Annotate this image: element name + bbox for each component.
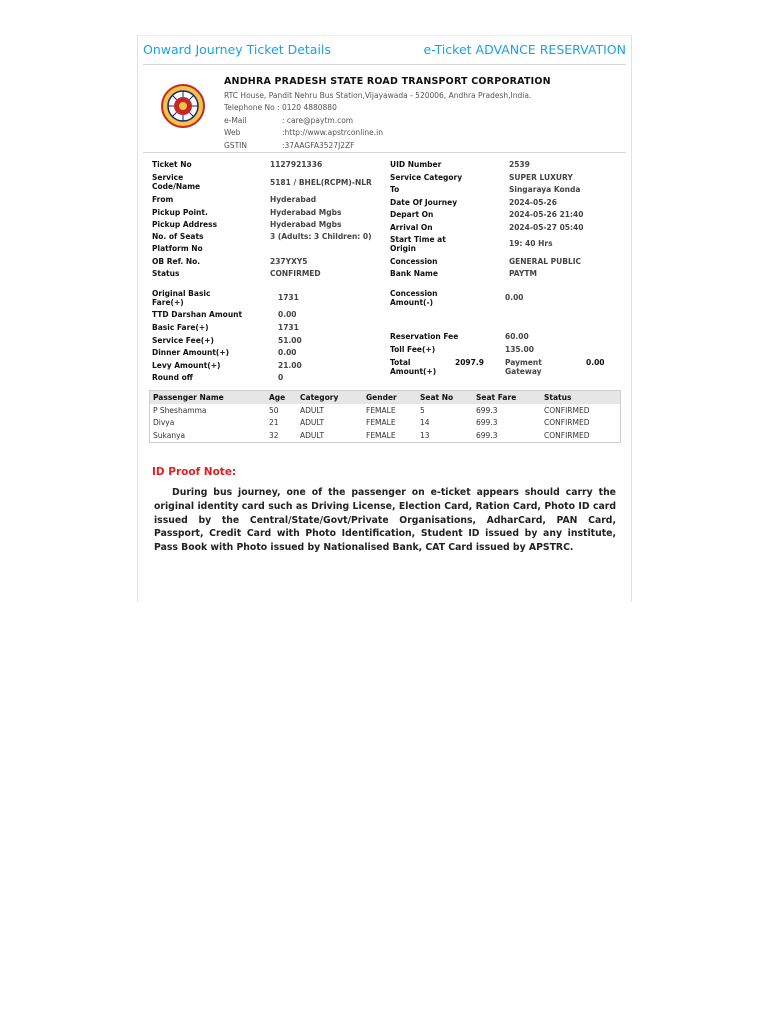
email-label: e-Mail <box>224 115 247 125</box>
round-off-value: 0 <box>278 373 284 382</box>
passenger-age: 50 <box>269 405 279 415</box>
status-label: Status <box>152 269 180 278</box>
dinner-amount-value: 0.00 <box>278 348 297 357</box>
uid-label: UID Number <box>390 160 442 169</box>
id-proof-title: ID Proof Note: <box>152 466 237 478</box>
bank-name-label: Bank Name <box>390 269 438 278</box>
ticket-header <box>143 42 626 65</box>
passenger-status: CONFIRMED <box>544 418 590 428</box>
total-amount-value: 2097.9 <box>455 358 484 367</box>
payment-gateway-value: 0.00 <box>586 358 605 367</box>
date-of-journey-value: 2024-05-26 <box>509 198 557 207</box>
passenger-seat-fare: 699.3 <box>476 418 498 428</box>
toll-fee-value: 135.00 <box>505 345 534 354</box>
ticket-page <box>137 35 632 602</box>
levy-amount-label: Levy Amount(+) <box>152 361 221 370</box>
passenger-age: 21 <box>269 418 279 428</box>
concession-amount-label: Concession Amount(-) <box>390 289 438 307</box>
corporation-telephone: Telephone No : 0120 4880880 <box>224 103 337 112</box>
service-code-value: 5181 / BHEL(RCPM)-NLR <box>270 178 372 187</box>
toll-fee-label: Toll Fee(+) <box>390 345 436 354</box>
col-gender: Gender <box>363 391 417 405</box>
service-category-value: SUPER LUXURY <box>509 173 573 182</box>
passenger-table-header <box>150 391 621 405</box>
depart-on-label: Depart On <box>390 210 434 219</box>
arrival-on-value: 2024-05-27 05:40 <box>509 223 584 232</box>
passenger-seat-no: 14 <box>420 418 430 428</box>
levy-amount-value: 21.00 <box>278 361 302 370</box>
passenger-name: Divya <box>153 418 175 428</box>
pickup-address-label: Pickup Address <box>152 220 218 229</box>
passenger-seat-fare: 699.3 <box>476 430 498 440</box>
reservation-fee-value: 60.00 <box>505 332 529 341</box>
ticket-no-label: Ticket No <box>152 160 192 169</box>
web-label: Web <box>224 128 241 137</box>
passenger-seat-no: 5 <box>420 405 425 415</box>
date-of-journey-label: Date Of Journey <box>390 198 458 207</box>
passenger-name: Sukanya <box>153 430 186 440</box>
platform-label: Platform No <box>152 244 203 253</box>
depart-on-value: 2024-05-26 21:40 <box>509 210 584 219</box>
table-row <box>150 404 621 417</box>
corporation-address: RTC House, Pandit Nehru Bus Station,Vijayawada - 520006, Andhra Pradesh,India. <box>224 90 532 100</box>
col-passenger-name: Passenger Name <box>150 391 267 405</box>
col-seat-no: Seat No <box>417 391 473 405</box>
header-left-title: Onward Journey Ticket Details <box>143 42 331 57</box>
from-label: From <box>152 195 174 204</box>
passenger-category: ADULT <box>300 430 325 440</box>
original-basic-fare-value: 1731 <box>278 293 299 302</box>
passenger-age: 32 <box>269 430 279 440</box>
to-value: Singaraya Konda <box>509 185 581 194</box>
pickup-point-label: Pickup Point. <box>152 208 208 217</box>
basic-fare-label: Basic Fare(+) <box>152 323 209 332</box>
col-age: Age <box>266 391 297 405</box>
passenger-category: ADULT <box>300 405 325 415</box>
original-basic-fare-label: Original Basic Fare(+) <box>152 289 211 307</box>
concession-label: Concession <box>390 257 438 266</box>
arrival-on-label: Arrival On <box>390 223 433 232</box>
passenger-status: CONFIRMED <box>544 430 590 440</box>
service-code-label: Service Code/Name <box>152 173 201 191</box>
corporation-email-row <box>224 115 551 128</box>
service-category-label: Service Category <box>390 173 463 182</box>
id-proof-text: During bus journey, one of the passenger on e-ticket appears should carry the original identity card such as Driving License, Election Card, Ration Card, Photo ID card issued by the Central/State/Govt/Private Organisations, AdharCard, PAN Card, Passport, Credit Card with Photo Identification, Student ID issued by any institute, Pass Book with Photo issued by Nationalised Bank, CAT Card issued by APSTRC. <box>154 487 616 554</box>
status-value: CONFIRMED <box>270 269 321 278</box>
start-time-label: Start Time at Origin <box>390 235 446 253</box>
passenger-gender: FEMALE <box>366 405 396 415</box>
ticket-no-value: 1127921336 <box>270 160 323 169</box>
bank-name-value: PAYTM <box>509 269 537 278</box>
concession-amount-value: 0.00 <box>505 293 524 302</box>
gstin-value: :37AAGFA3527J2ZF <box>282 140 355 150</box>
corporation-name: ANDHRA PRADESH STATE ROAD TRANSPORT CORPORATION <box>224 76 551 87</box>
uid-value: 2539 <box>509 160 530 169</box>
seats-value: 3 (Adults: 3 Children: 0) <box>270 232 372 241</box>
corporation-gstin-row <box>224 140 551 153</box>
web-value: :http://www.apstrconline.in <box>282 128 383 137</box>
corporation-web-row <box>224 127 551 140</box>
reservation-fee-label: Reservation Fee <box>390 332 459 341</box>
basic-fare-value: 1731 <box>278 323 299 332</box>
passenger-seat-fare: 699.3 <box>476 405 498 415</box>
corporation-info <box>224 76 551 152</box>
concession-value: GENERAL PUBLIC <box>509 257 582 266</box>
gstin-label: GSTIN <box>224 140 247 150</box>
from-value: Hyderabad <box>270 195 317 204</box>
total-amount-label: Total Amount(+) <box>390 358 437 376</box>
pickup-address-value: Hyderabad Mgbs <box>270 220 342 229</box>
table-row <box>150 417 621 430</box>
col-seat-fare: Seat Fare <box>473 391 541 405</box>
ob-ref-label: OB Ref. No. <box>152 257 201 266</box>
header-divider <box>143 152 626 153</box>
to-label: To <box>390 185 400 194</box>
header-right-title: e-Ticket ADVANCE RESERVATION <box>423 42 626 57</box>
passenger-status: CONFIRMED <box>544 405 590 415</box>
passenger-category: ADULT <box>300 418 325 428</box>
service-fee-label: Service Fee(+) <box>152 336 214 345</box>
apsrtc-logo-icon <box>160 83 206 129</box>
ttd-darshan-label: TTD Darshan Amount <box>152 310 243 319</box>
round-off-label: Round off <box>152 373 193 382</box>
passenger-seat-no: 13 <box>420 430 430 440</box>
service-fee-value: 51.00 <box>278 336 302 345</box>
ttd-darshan-value: 0.00 <box>278 310 297 319</box>
seats-label: No. of Seats <box>152 232 204 241</box>
passenger-table <box>149 390 621 443</box>
start-time-value: 19: 40 Hrs <box>509 239 553 248</box>
passenger-gender: FEMALE <box>366 430 396 440</box>
pickup-point-value: Hyderabad Mgbs <box>270 208 342 217</box>
dinner-amount-label: Dinner Amount(+) <box>152 348 230 357</box>
ob-ref-value: 237YXY5 <box>270 257 308 266</box>
passenger-gender: FEMALE <box>366 418 396 428</box>
passenger-name: P Sheshamma <box>153 405 207 415</box>
payment-gateway-label: Payment Gateway <box>505 358 542 376</box>
col-status: Status <box>541 391 621 405</box>
email-value: : care@paytm.com <box>282 115 354 125</box>
table-row <box>150 429 621 442</box>
col-category: Category <box>297 391 363 405</box>
